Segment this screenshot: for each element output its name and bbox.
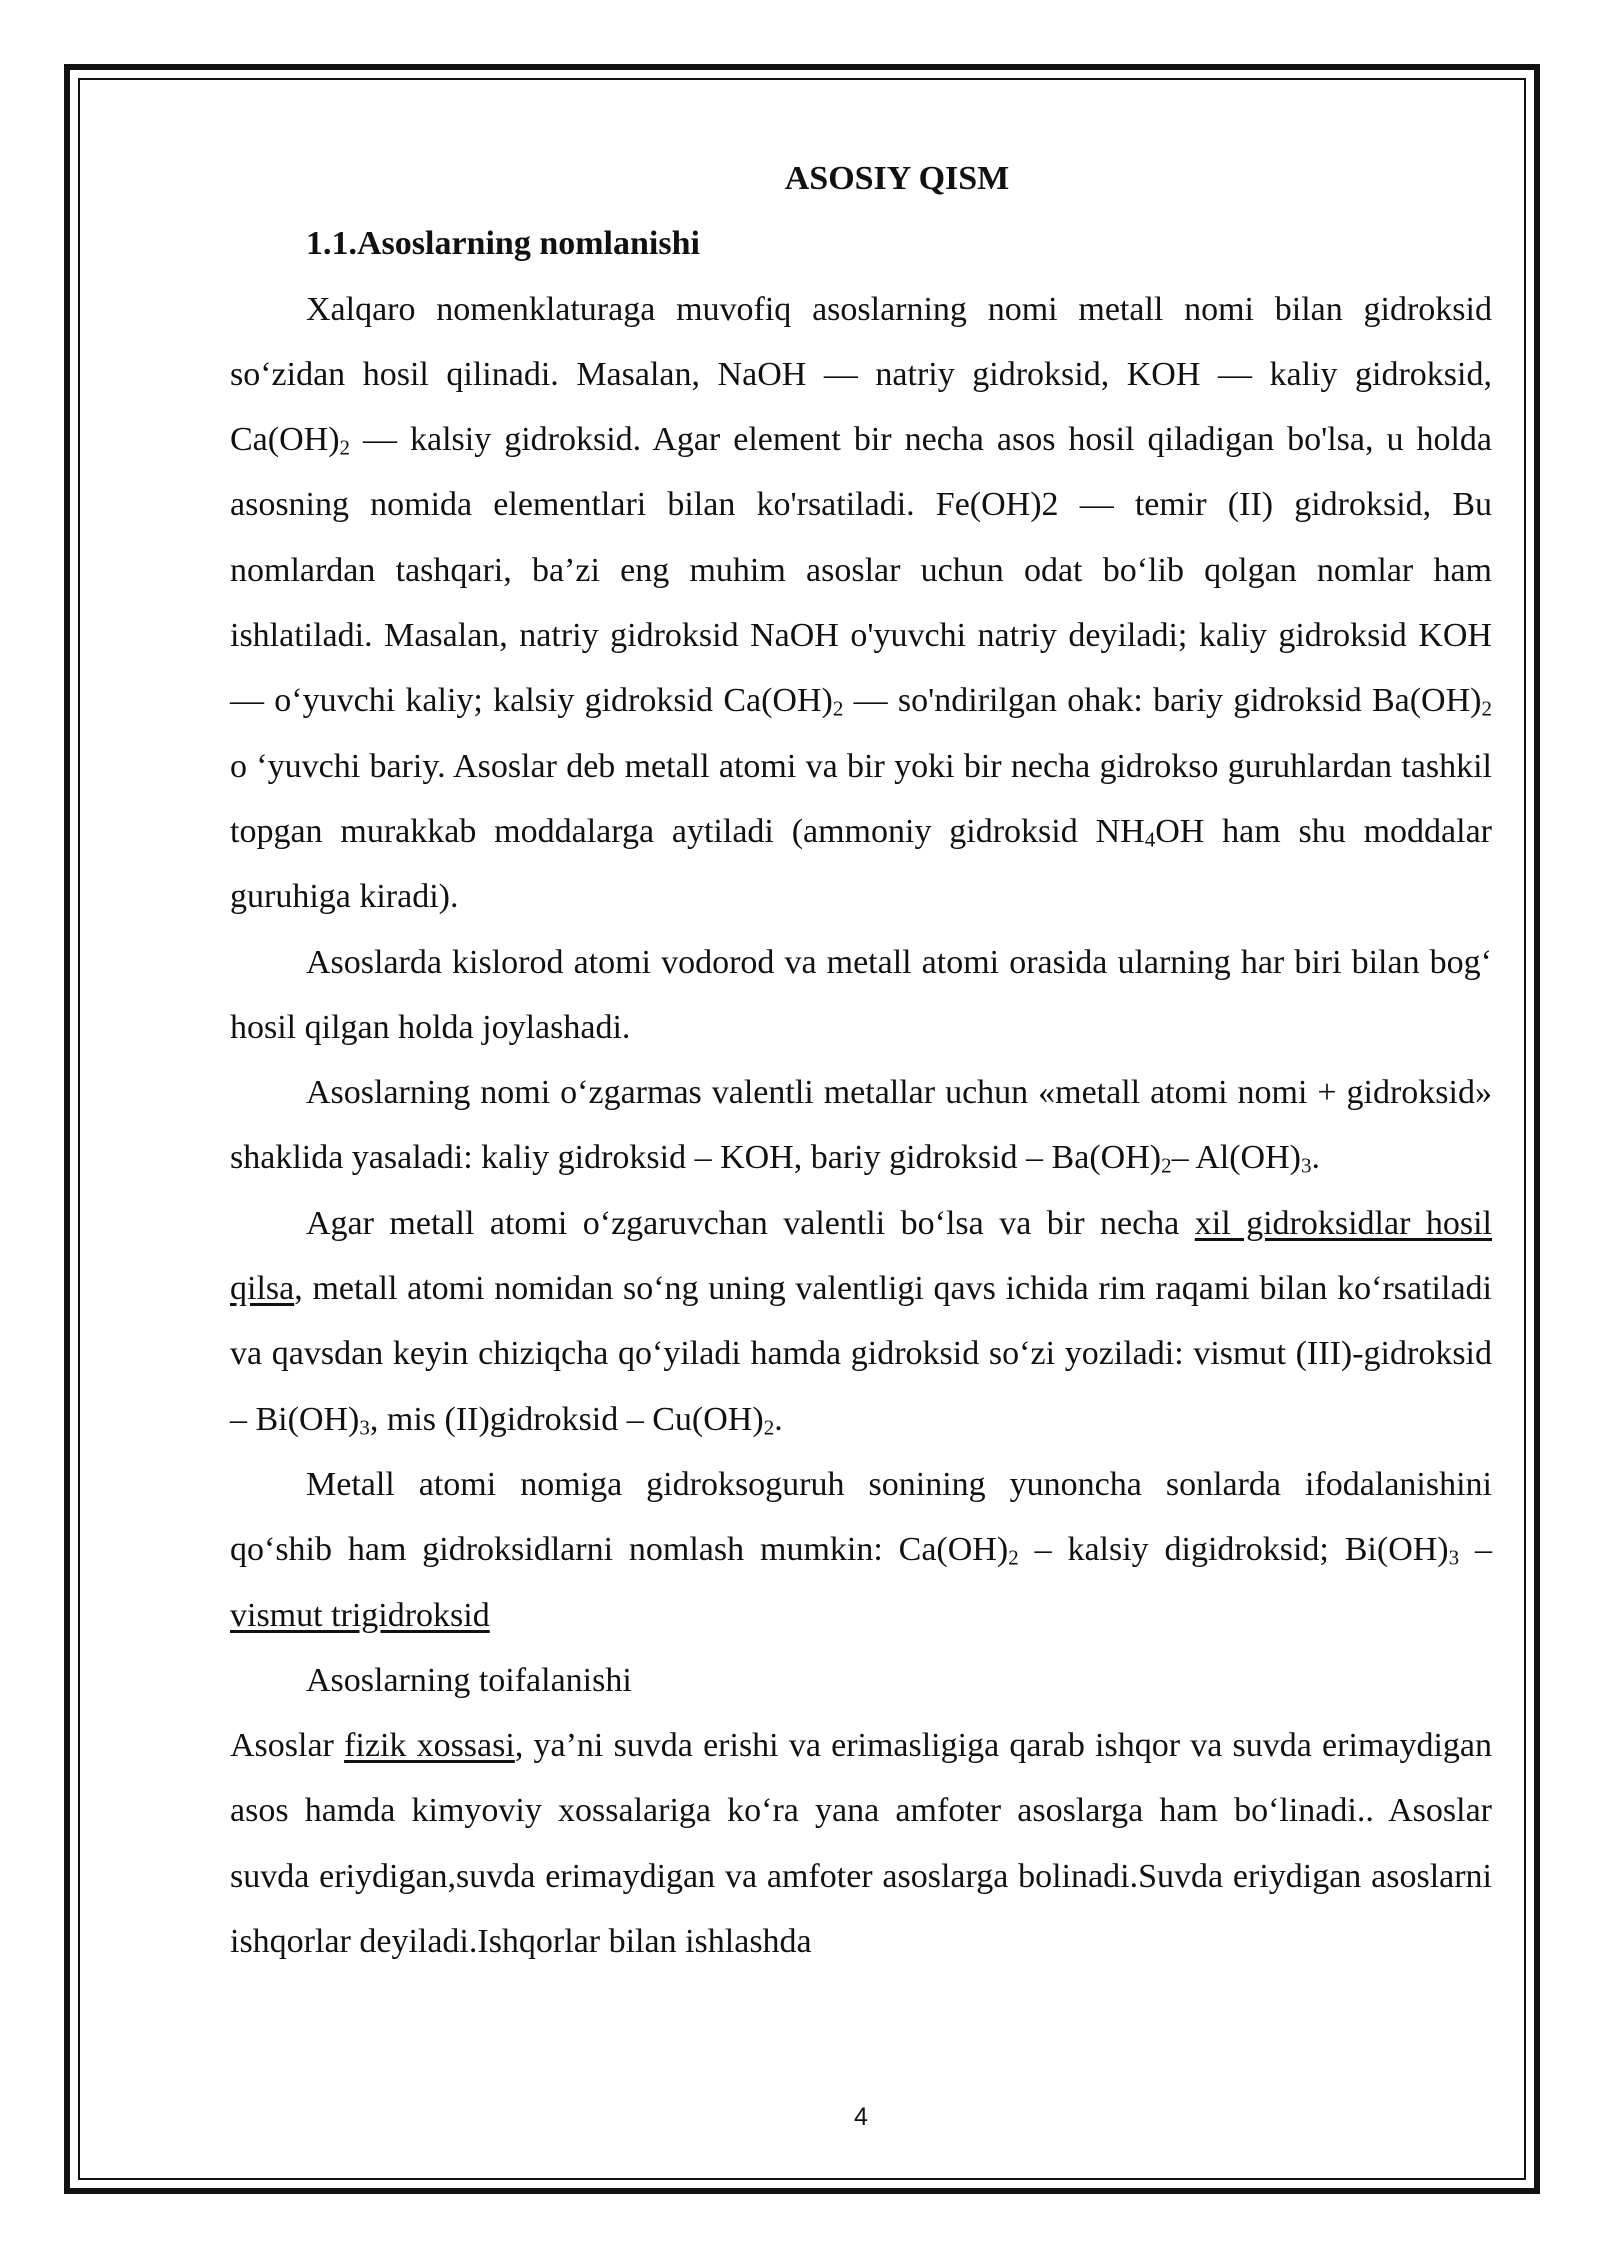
paragraph-text: . <box>1311 1139 1320 1177</box>
subscript: 2 <box>1161 1154 1172 1179</box>
paragraph-variable-valence <box>230 1191 1492 1452</box>
paragraph-text: – kalsiy digidroksid; Bi(OH) <box>1018 1531 1449 1569</box>
subsection-heading: 1.1.Asoslarning nomlanishi <box>306 225 700 263</box>
subscript: 2 <box>1008 1545 1019 1570</box>
paragraph-text: . <box>774 1400 783 1438</box>
paragraph-oxygen-position: Asoslarda kislorod atomi vodorod va metall atomi orasida ularning har biri bilan bog‘ hosil qilgan holda joylashadi. <box>230 943 1492 1046</box>
paragraph-text: Agar metall atomi o‘zgaruvchan valentli bo‘lsa va bir necha <box>306 1204 1195 1242</box>
paragraph-greek-numerals <box>230 1452 1492 1648</box>
subscript: 3 <box>359 1415 370 1440</box>
paragraph-text: o ‘yuvchi bariy. Asoslar deb metall atomi va bir yoki bir necha gidrokso guruhlardan tashkil topgan murakkab moddalarga aytiladi (ammoniy gidroksid NH <box>230 747 1492 850</box>
paragraph-text: Xalqaro nomenklaturaga muvofiq asoslarning nomi metall nomi bilan gidroksid so‘zidan hosil qilinadi. Masalan, NaOH — natriy gidroksid, KOH — kaliy gidroksid, Ca(OH) <box>230 290 1492 459</box>
subscript: 2 <box>832 696 844 721</box>
paragraph-text: — kalsiy gidroksid. Agar element bir necha asos hosil qiladigan bo'lsa, u holda asosning nomida elementlari bilan ko'rsatiladi. Fe(OH)2 — temir (II) gidroksid, Bu nomlardan tashqari, ba’zi eng muhim asoslar uchun odat bo‘lib qolgan nomlar ham ishlatiladi. Masalan, natriy gidroksid NaOH o'yuvchi natriy deyiladi; kaliy gidroksid KOH — o‘yuvchi kaliy; kalsiy gidroksid Ca(OH) <box>230 421 1492 720</box>
paragraph-text: Metall atomi nomiga gidroksoguruh sonining yunoncha sonlarda ifodalanishini qo‘shib ham gidroksidlarni nomlash mumkin: Ca(OH) <box>230 1465 1492 1569</box>
underlined-text: fizik xossasi <box>344 1727 515 1765</box>
subscript: 2 <box>1481 696 1492 721</box>
underlined-text: xil gidroksidlar hosil qilsa <box>230 1204 1493 1308</box>
paragraph-text: OH ham shu moddalar guruhiga kiradi). <box>230 812 1492 916</box>
paragraph-text: – <box>1459 1531 1492 1569</box>
paragraph-text: Asoslarning nomi o‘zgarmas valentli metallar uchun «metall atomi nomi + gidroksid» shaklida yasaladi: kaliy gidroksid – KOH, bariy gidroksid – Ba(OH) <box>230 1074 1492 1177</box>
paragraph-constant-valence <box>230 1060 1492 1191</box>
paragraph-text: – Al(OH) <box>1171 1139 1301 1177</box>
subscript: 4 <box>1144 827 1156 852</box>
underlined-text: vismut trigidroksid <box>230 1596 490 1634</box>
paragraph-text: Asoslar <box>230 1727 345 1765</box>
section-heading: ASOSIY QISM <box>784 160 1010 197</box>
page-number: 4 <box>854 2103 868 2131</box>
paragraph-classification <box>230 1713 1492 1974</box>
paragraph-naming-rules <box>230 277 1492 930</box>
paragraph-text: , ya’ni suvda erishi va erimasligiga qarab ishqor va suvda erimaydigan asos hamda kimyoviy xossalariga ko‘ra yana amfoter asoslarga ham bo‘linadi.. Asoslar suvda eriydigan,suvda erimaydigan va amfoter asoslarga bolinadi.Suvda eriydigan asoslarni ishqorlar deyiladi.Ishqorlar bilan ishlashda <box>230 1727 1492 1961</box>
classification-heading: Asoslarning toifalanishi <box>306 1661 632 1699</box>
subscript: 3 <box>1300 1154 1312 1179</box>
paragraph-text: , metall atomi nomidan so‘ng uning valentligi qavs ichida rim raqami bilan ko‘rsatiladi va qavsdan keyin chiziqcha qo‘yiladi hamda gidroksid so‘zi yoziladi: vismut (III)-gidroksid – Bi(OH) <box>230 1270 1492 1438</box>
paragraph-text: — so'ndirilgan ohak: bariy gidroksid Ba(OH) <box>843 682 1482 720</box>
subscript: 3 <box>1448 1545 1460 1570</box>
subscript: 2 <box>763 1415 775 1440</box>
subscript: 2 <box>339 435 351 460</box>
paragraph-text: , mis (II)gidroksid – Cu(OH) <box>369 1400 764 1438</box>
document-body <box>230 146 1492 1974</box>
